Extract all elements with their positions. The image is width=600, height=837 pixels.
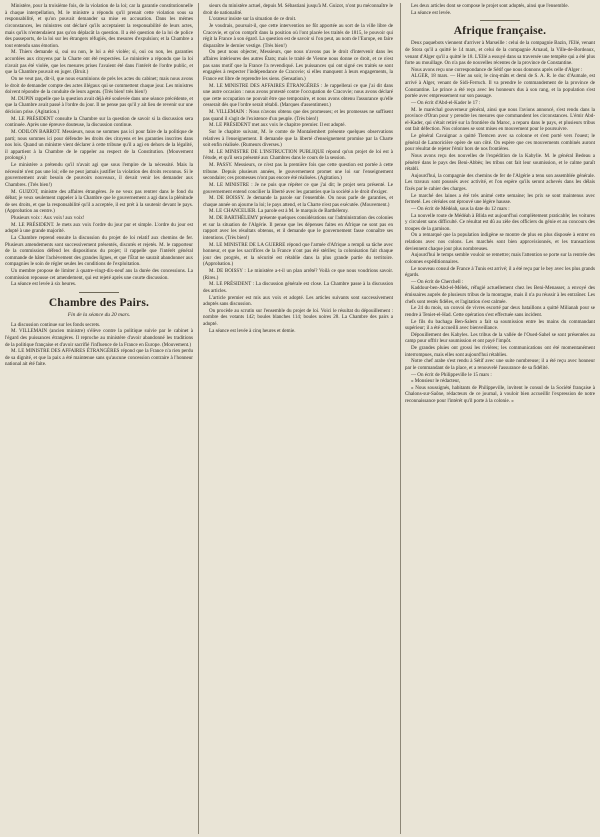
paragraph: M. LE CHANCELIER. La parole est à M. le marquis de Barthélemy. xyxy=(209,208,349,215)
paragraph: M. LE PRÉSIDENT met aux voix le chapitre premier. Il est adopté. xyxy=(209,122,346,129)
paragraph: M. DE BOISSY : Le ministère a-t-il un plan arrêté? Voilà ce que nous voudrions savoir. (Rires.) xyxy=(203,268,393,281)
paragraph: Notre chef arabe s'est rendu à Sétif avec une suite nombreuse; il a été reçu avec honneur par le commandant de la place, et a renouvelé l'assurance de sa fidélité. xyxy=(405,358,595,371)
paragraph: M. PASSY. Messieurs, ce n'est pas la première fois que cette question est portée à cette tribune. Depuis plusieurs années, le gouvernement promet une loi sur l'enseignement secondaire; ces promesses n'ont pas encore été réalisées. (Agitation.) xyxy=(203,162,393,182)
paragraph: M. LE MINISTRE DE LA GUERRE répond que l'armée d'Afrique a rempli sa tâche avec honneur, et que les sacrifices de la France n'ont pas été stériles; la colonisation fait chaque jour des progrès, et la sécurité est rétablie dans la plus grande partie du territoire. (Approbation.) xyxy=(203,241,393,268)
paragraph: Aujourd'hui, la compagnie des chemins de fer de l'Algérie a tenu son assemblée générale. Les travaux sont poussés avec activité, et l'on espère qu'ils seront achevés dans les délais fixés par le cahier des charges. xyxy=(405,172,595,192)
paragraph: M. LE MINISTRE DES AFFAIRES ÉTRANGÈRES répond que la France n'a rien perdu de sa dignité, et que la paix a été maintenue sans qu'aucune concession contraire à l'honneur national ait été faite. xyxy=(5,348,193,368)
paragraph: On procède au scrutin sur l'ensemble du projet de loi. Voici le résultat du dépouillement : nombre des votants 142; boules blanches 114; boules noires 28. La Chambre des pairs a adopté. xyxy=(203,307,393,327)
section-subheading: Fin de la séance du 20 mars. xyxy=(67,311,131,318)
paragraph: ALGER, 18 mars. — Hier au soir, le cinq-mâts et demi de S. A. R. le duc d'Aumale, est arrivé à Alger, venant de Sidi-Ferruch. Il va prendre le commandement de la province de Constantine. Le prince a été reçu avec les honneurs dus à son rang, et la population s'est portée avec empressement sur son passage. xyxy=(405,73,595,100)
paragraph: M. le maréchal gouverneur général, ainsi que nous l'avions annoncé, s'est rendu dans la province d'Oran pour y prendre les mesures que commandent les circonstances. L'émir Abd-el-Kader, qui s'était retiré sur la frontière du Maroc, a reparu dans le pays, et plusieurs tribus ont fait défection. Nos colonnes se sont mises en mouvement pour le poursuivre. xyxy=(405,106,595,133)
paragraph: Le fils du bachaga Ben-Salem a fait sa soumission entre les mains du commandant supérieur; il a été accueilli avec bienveillance. xyxy=(405,318,595,332)
paragraph: On a remarqué que la population indigène se montre de plus en plus disposée à entrer en relations avec nos colons. Les marchés sont bien approvisionnés, et les transactions deviennent chaque jour plus nombreuses. xyxy=(405,232,595,252)
paragraph: M. LE PRÉSIDENT : La discussion générale est close. La Chambre passe à la discussion des articles. xyxy=(203,281,393,294)
paragraph: M. VILLEMAIN : Nous n'avons obtenu que des promesses; et les promesses ne suffisent pas quand il s'agit de l'existence d'un peuple. (Très bien!) xyxy=(203,109,393,122)
section-divider xyxy=(480,20,520,21)
paragraph: M. DE BARTHÉLEMY présente quelques considérations sur l'administration des colonies et sur la situation de l'Algérie. Il pense que les dépenses faites en Afrique ne sont pas en rapport avec les résultats obtenus, et il demande que le gouvernement fasse connaître ses intentions. (Très bien!) xyxy=(203,215,393,241)
paragraph: La séance est levée à cinq heures et demie. xyxy=(209,327,296,334)
section-divider xyxy=(79,292,119,293)
paragraph: Le 24 du mois, un convoi de vivres escorté par deux bataillons a quitté Milianah pour se rendre à Teniet-el-Had. Cette opération s'est effectuée sans incident. xyxy=(405,305,595,318)
paragraph: Nous avons reçu une correspondance de Sétif que nous donnons après celle d'Alger : xyxy=(411,66,583,73)
paragraph: Je voudrais, poursuit-il, que cette intervention ne fût apportée au sort de la ville libre de Cracovie, et qu'on comprît dans la position où l'ont placée les traités de 1815, le pouvoir qui régit la France à son égard. La question est de savoir si l'on peut, au nom de l'Europe, en faire disparaître le dernier vestige. (Très bien!) xyxy=(203,22,393,49)
section-heading-chambre-des-pairs: Chambre des Pairs. xyxy=(48,296,150,309)
paragraph: M. VILLEMAIN (ancien ministre) s'élève contre la politique suivie par le cabinet à l'égard des puissances étrangères. Il reproche au ministère d'avoir abandonné les traditions de la politique française et d'avoir sacrifié l'influence de la France en Europe. (Mouvement.) xyxy=(5,328,193,348)
paragraph: On ne veut pas, dit-il, que nous examinions de près les actes du cabinet; mais nous avons le droit de demander compte des actes illégaux qui se commettent chaque jour. Les ministres doivent répondre de la conduite de leurs agents. (Très bien! très bien!) xyxy=(5,75,193,96)
paragraph: M. ODILON BARROT. Messieurs, nous ne sommes pas ici pour faire de la politique de parti; nous sommes ici pour défendre les droits des citoyens et les garanties inscrites dans nos lois. Quand un ministre vient déclarer à cette tribune qu'il a agi en dehors de la légalité, il appartient à la Chambre de le rappeler au respect de la Constitution. (Mouvement prolongé.) xyxy=(5,128,193,162)
paragraph: Deux paquebots viennent d'arriver à Marseille : celui de la compagnie Bazin, l'Ellé, venant de Stora qu'il a quitté le 14 mars, et celui de la compagnie Arnaud, la Ville-de-Bordeaux, venant d'Alger qu'il a quitté le 18. L'Ellé a essuyé dans sa traversée une tempête qui a été plus forte au mouillage. On n'a pas de nouvelles récentes de la province de Constantine. xyxy=(405,40,595,67)
paragraph: M. Thiers demande si, oui ou non, le loi a été violée; si, oui ou non, les garanties accordées aux citoyens par la Charte ont été respectées. Le ministère a répondu que la loi n'avait pas été violée, que les mesures prises l'avaient été dans l'intérét de l'ordre public, et que la Chambre pouvait en juger. (Bruit.) xyxy=(5,49,193,76)
paragraph: De grandes pluies ont grossi les rivières; les communications ont été momentanément interrompues, mais elles sont aujourd'hui rétablies. xyxy=(405,345,595,358)
paragraph: Le général Cavaignac a quitté Tlemcen avec sa colonne et s'est porté vers l'ouest; le général de Lamoricière opère de son côté. On espère que ces mouvements combinés auront pour résultat de rejeter l'émir hors de nos frontières. xyxy=(405,133,595,153)
paragraph: Le nouveau consul de France à Tunis est arrivé; il a été reçu par le bey avec les plus grands égards. xyxy=(405,265,595,279)
paragraph: M. LE PRÉSIDENT. Je mets aux voix l'ordre du jour pur et simple. L'ordre du jour est adopté à une grande majorité. xyxy=(5,221,193,235)
column-rule xyxy=(400,3,401,834)
paragraph: La nouvelle route de Médéah à Blida est aujourd'hui complètement praticable; les voitures y circulent sans difficulté. Ce résultat est dû au zèle des officiers du génie et au concours des troupes de la garnison. xyxy=(405,212,595,232)
paragraph: — On écrit d'Abd-el-Kader le 17 : xyxy=(411,99,481,106)
paragraph: M. LE MINISTRE DES AFFAIRES ÉTRANGÈRES : Je rappellerai ce que j'ai dit dans une autre occasion : nous avons protesté contre l'occupation de Cracovie; nous avons déclaré que cette occupation ne pouvait être que temporaire, et nous avons obtenu l'assurance qu'elle cesserait dès que l'ordre serait rétabli. (Marques d'assentiment.) xyxy=(203,82,393,109)
paragraph: La séance est levée à six heures. xyxy=(11,281,77,288)
paragraph: L'article premier est mis aux voix et adopté. Les articles suivants sont successivement adoptés sans discussion. xyxy=(203,294,393,308)
paragraph: Kaddour-ben-Abd-el-Mélek, réfugié actuellement chez les Beni-Menasser, a envoyé des émissaires auprès de plusieurs tribus de la montagne, mais il n'a pu réussir à les entraîner. Les chefs sont restés fidèles, et l'agitation s'est calmée. xyxy=(405,285,595,305)
paragraph: — On écrit de Cherchell : xyxy=(411,278,464,285)
paragraph: On peut nous objecter, Messieurs, que nous n'avons pas le droit d'intervenir dans les affaires intérieures des autres États; mais le traité de Vienne nous donne ce droit, et ce n'est pas sans motif que la France l'a revendiqué. Les puissances qui ont signé ces traités se sont engagées à respecter l'indépendance de Cracovie; si elles manquent à leurs engagements, la France est libre de reprendre les siens. (Sensation.) xyxy=(203,49,393,82)
paragraph: La discussion continue sur les fonds secrets. xyxy=(11,321,101,328)
paragraph: La séance est levée. xyxy=(411,9,452,16)
paragraph: Le ministère a prétendu qu'il n'avait agi que sous l'empire de la nécessité. Mais la nécessité n'est pas une loi; elle ne peut jamais justifier la violation des droits reconnus. Si le gouvernement avait besoin de pouvoirs nouveaux, il devait venir les demander aux Chambres. (Très bien!) xyxy=(5,162,193,188)
paragraph: M. LE MINISTRE DE L'INSTRUCTION PUBLIQUE répond qu'un projet de loi est à l'étude, et qu'il sera présenté aux Chambres dans le cours de la session. xyxy=(203,148,393,162)
paragraph: Le marché des laines a été très animé cette semaine; les prix se sont maintenus avec fermeté. Les céréales ont éprouvé une légère hausse. xyxy=(405,192,595,206)
column-3 xyxy=(405,3,595,835)
paragraph: — On écrit de Philippeville le 15 mars : xyxy=(411,371,492,378)
section-heading-afrique-francaise: Afrique française. xyxy=(453,25,547,38)
paragraph: M. DUPIN rappelle que la question avait déjà été soulevée dans une séance précédente, et que la Chambre avait passé à l'ordre du jour. Il ne pense pas qu'il y ait lieu de revenir sur une décision prise. (Agitation.) xyxy=(5,95,193,115)
column-1 xyxy=(5,3,193,835)
paragraph: Dépouillement des Kabyles. Les tribus de la vallée de l'Oued-Sahel se sont présentées au camp pour offrir leur soumission et ont payé l'impôt. xyxy=(405,331,595,345)
paragraph: M. LE MINISTRE : Je ne puis que répéter ce que j'ai dit; le projet sera présenté. Le gouvernement entend concilier la liberté avec les garanties que la société a le droit d'exiger. xyxy=(203,181,393,195)
paragraph: Plusieurs voix : Aux voix! aux voix! xyxy=(11,215,85,221)
paragraph: sieurs du ministère actuel, depuis M. Sébastiani jusqu'à M. Guizot, n'ont pu méconnaître le droit de nationalité. xyxy=(203,3,393,16)
paragraph: Les deux articles dont se compose le projet sont adoptés, ainsi que l'ensemble. xyxy=(411,3,569,9)
paragraph: Ministère, pour la troisième fois, de la violation de la loi; car la garantie constitutionnelle à chaque interpellation, M. le ministre a répondu qu'il prenait cette violation sous sa responsabilité, et qu'on pouvait demander sa mise en accusation. Dans les mémes circonstances, les ministres ont déclaré qu'ils acceptaient la responsabilité de leurs actes, mais qu'ils n'entendaient pas qu'on déplacât la question. Il a été question de la loi de police des passeports, de la loi sur les étrangers réfugiés, des mesures d'expulsion; et la Chambre a tout entendu sans émotion. xyxy=(5,3,193,49)
paragraph: M. GUIZOT, ministre des affaires étrangères. Je ne veux pas rentrer dans le fond du débat; je veux seulement rappeler à la Chambre que le gouvernement a agi dans la plénitude de ses droits, et que la responsabilité qu'il a acceptée, il est prét à la soutenir devant le pays. (Approbation au centre.) xyxy=(5,188,193,215)
paragraph: Aujourd'hui le temps semble vouloir se remettre; mais l'attention se porte sur la rentrée des colonnes expéditionnaires. xyxy=(405,252,595,265)
paragraph: « Nous soussignés, habitants de Philippeville, invitent le consul de la Société française à Chalons-sur-Saône, rédacteurs de ce journal, à vouloir bien accueillir l'expression de notre reconnaissance pour l'intérét qu'il porte à la colonie. » xyxy=(405,384,595,404)
paragraph: La Chambre reprend ensuite la discussion du projet de loi relatif aux chemins de fer. Plusieurs amendements sont successivement présentés, discutés et rejetés. M. le rapporteur de la commission défend les dispositions du projet; il rappelle que l'intérét général commande de hâter l'achèvement des grandes lignes, et que l'État ne saurait abandonner aux compagnies le soin de régler seules les conditions de l'exploitation. xyxy=(5,234,193,268)
paragraph: Un membre propose de limiter à quatre-vingt-dix-neuf ans la durée des concessions. La commission repousse cet amendement, qui est rejeté après une courte discussion. xyxy=(5,268,193,281)
paragraph: M. LE PRÉSIDENT consulte la Chambre sur la question de savoir si la discussion sera continuée. Après une épreuve douteuse, la discussion continue. xyxy=(5,115,193,129)
column-rule xyxy=(198,3,199,834)
paragraph: Sur le chapitre suivant, M. le comte de Montalembert présente quelques observations relatives à l'enseignement. Il demande que la liberté d'enseignement promise par la Charte soit enfin réalisée. (Rumeurs diverses.) xyxy=(203,128,393,149)
column-1-text xyxy=(5,3,193,288)
paragraph: — On écrit de Médéah, sous la date du 12 mars : xyxy=(411,205,510,212)
paragraph: M. DE BOISSY. Je demande la parole sur l'ensemble. On nous parle de garanties, et chaque année on ajourne la loi; le pays attend, et la Charte n'est pas exécutée. (Mouvement.) xyxy=(203,195,393,208)
paragraph: Nous avons reçu des nouvelles de l'expédition de la Kabylie. M. le général Bedeau a pénétré dans le pays des Beni-Abbès; les tribus ont fait leur soumission, et le calme paraît rétabli. xyxy=(405,152,595,173)
paragraph: « Monsieur le rédacteur, xyxy=(411,378,461,385)
column-2 xyxy=(203,3,393,835)
paragraph: L'orateur insiste sur la situation de ce droit. xyxy=(209,16,297,23)
